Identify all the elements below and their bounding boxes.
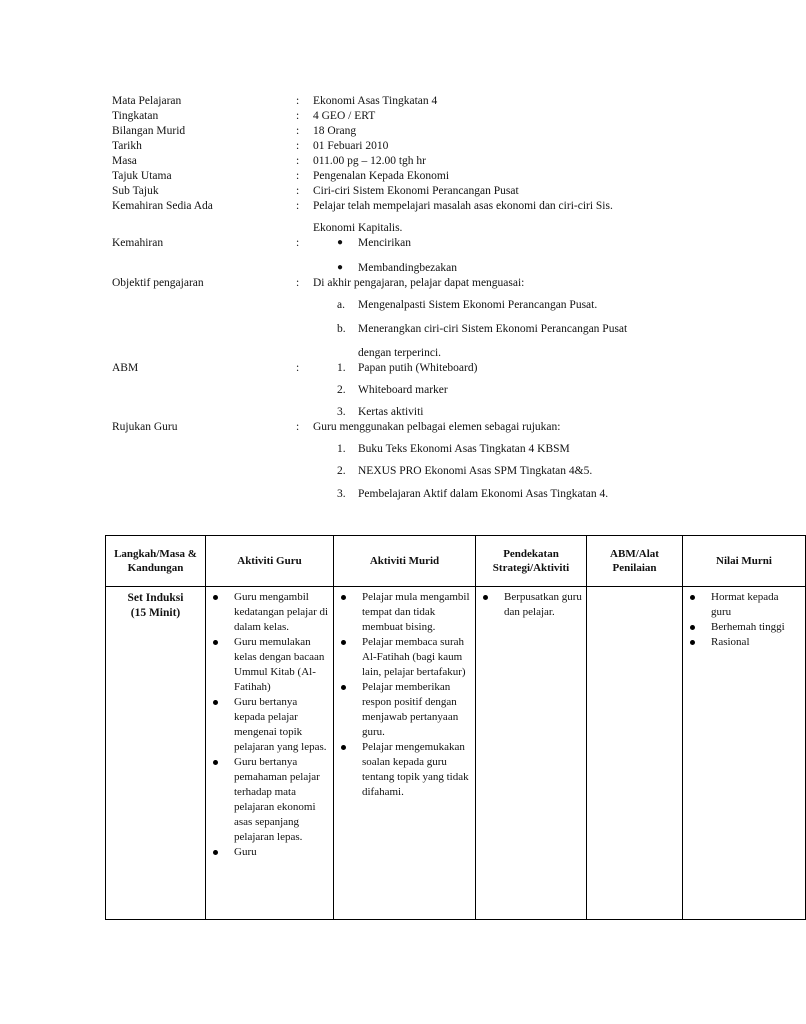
column-header: Aktiviti Murid — [334, 536, 476, 587]
label-kemahiran: Kemahiran — [112, 237, 164, 249]
label-abm: ABM — [112, 362, 139, 374]
value-tingkatan: 4 GEO / ERT — [313, 110, 376, 122]
colon: : — [296, 170, 300, 182]
column-header: Nilai Murni — [683, 536, 806, 587]
colon: : — [296, 200, 300, 212]
colon: : — [296, 125, 300, 137]
list-item: Berpusatkan guru dan pelajar. — [476, 590, 582, 620]
abm-marker: 1. — [337, 362, 346, 374]
list-item: Guru mengambil kedatangan pelajar di dalam kelas. — [206, 590, 329, 635]
list-item: Rasional — [683, 635, 801, 650]
rujukan-item: Buku Teks Ekonomi Asas Tingkatan 4 KBSM — [358, 443, 570, 455]
value-masa: 011.00 pg – 12.00 tgh hr — [313, 155, 426, 167]
aktiviti-guru-cell — [206, 587, 334, 920]
label-kemahiran-sedia-ada: Kemahiran Sedia Ada — [112, 200, 213, 212]
label-rujukan-guru: Rujukan Guru — [112, 421, 178, 433]
stage-name: Set Induksi — [127, 592, 184, 604]
value-tajuk-utama: Pengenalan Kepada Ekonomi — [313, 170, 450, 182]
kemahiran-item: Mencirikan — [358, 237, 412, 249]
column-header: Pendekatan Strategi/Aktiviti — [476, 536, 587, 587]
nilai-murni-cell — [683, 587, 806, 920]
label-objektif: Objektif pengajaran — [112, 277, 204, 289]
abm-marker: 3. — [337, 406, 346, 418]
colon: : — [296, 237, 300, 249]
label-masa: Masa — [112, 155, 137, 167]
aktiviti-murid-cell — [334, 587, 476, 920]
label-sub-tajuk: Sub Tajuk — [112, 185, 159, 197]
bullet-icon: ● — [337, 262, 344, 273]
value-sub-tajuk: Ciri-ciri Sistem Ekonomi Perancangan Pusat — [313, 185, 519, 197]
list-item: Pelajar mengemukakan soalan kepada guru tentang topik yang tidak difahami. — [334, 740, 471, 800]
list-item: Pelajar membaca surah Al-Fatihah (bagi kaum lain, pelajar bertafakur) — [334, 635, 471, 680]
list-item: Guru bertanya kepada pelajar mengenai topik pelajaran yang lepas. — [206, 695, 329, 755]
bullet-icon: ● — [337, 237, 344, 248]
abm-item: Whiteboard marker — [358, 384, 448, 396]
colon: : — [296, 185, 300, 197]
label-tarikh: Tarikh — [112, 140, 142, 152]
colon: : — [296, 421, 300, 433]
list-item: Pelajar mula mengambil tempat dan tidak membuat bising. — [334, 590, 471, 635]
list-item: Berhemah tinggi — [683, 620, 801, 635]
colon: : — [296, 362, 300, 374]
label-tingkatan: Tingkatan — [112, 110, 159, 122]
rujukan-marker: 1. — [337, 443, 346, 455]
pendekatan-cell — [476, 587, 587, 920]
value-tarikh: 01 Febuari 2010 — [313, 140, 389, 152]
aktiviti-guru-list — [206, 587, 333, 860]
kemahiran-item: Membandingbezakan — [358, 262, 457, 274]
abm-alat-penilaian-cell — [587, 587, 683, 920]
objektif-marker: a. — [337, 299, 345, 311]
rujukan-item: NEXUS PRO Ekonomi Asas SPM Tingkatan 4&5. — [358, 465, 593, 477]
list-item: Guru memulakan kelas dengan bacaan Ummul Kitab (Al-Fatihah) — [206, 635, 329, 695]
objektif-intro: Di akhir pengajaran, pelajar dapat menguasai: — [313, 277, 525, 289]
list-item: Pelajar memberikan respon positif dengan menjawab pertanyaan guru. — [334, 680, 471, 740]
value-bilangan-murid: 18 Orang — [313, 125, 357, 137]
list-item: Guru bertanya pemahaman pelajar terhadap mata pelajaran ekonomi asas sepanjang pelajaran lepas. — [206, 755, 329, 845]
rujukan-intro: Guru menggunakan pelbagai elemen sebagai rujukan: — [313, 421, 561, 433]
label-mata-pelajaran: Mata Pelajaran — [112, 95, 182, 107]
aktiviti-murid-list — [334, 587, 475, 800]
rujukan-marker: 2. — [337, 465, 346, 477]
list-item: Hormat kepada guru — [683, 590, 801, 620]
stage-duration: (15 Minit) — [130, 607, 181, 619]
value-mata-pelajaran: Ekonomi Asas Tingkatan 4 — [313, 95, 438, 107]
colon: : — [296, 110, 300, 122]
value-kemahiran-sedia-ada: Pelajar telah mempelajari masalah asas ekonomi dan ciri-ciri Sis. — [313, 200, 613, 212]
colon: : — [296, 140, 300, 152]
nilai-murni-list — [683, 587, 805, 650]
value-kemahiran-sedia-ada-cont: Ekonomi Kapitalis. — [313, 222, 403, 234]
column-header: Langkah/Masa & Kandungan — [106, 536, 206, 587]
list-item: Guru — [206, 845, 329, 860]
objektif-marker: b. — [337, 323, 346, 335]
abm-item: Kertas aktiviti — [358, 406, 424, 418]
colon: : — [296, 277, 300, 289]
abm-item: Papan putih (Whiteboard) — [358, 362, 478, 374]
colon: : — [296, 155, 300, 167]
pendekatan-list — [476, 587, 586, 620]
stage-cell — [106, 587, 206, 920]
objektif-item: Menerangkan ciri-ciri Sistem Ekonomi Perancangan Pusat — [358, 323, 628, 335]
table-header-row — [106, 536, 806, 587]
label-bilangan-murid: Bilangan Murid — [112, 125, 186, 137]
table-row — [106, 587, 806, 920]
abm-marker: 2. — [337, 384, 346, 396]
colon: : — [296, 95, 300, 107]
lesson-plan-table — [105, 535, 806, 920]
rujukan-marker: 3. — [337, 488, 346, 500]
objektif-item: Mengenalpasti Sistem Ekonomi Perancangan Pusat. — [358, 299, 598, 311]
rujukan-item: Pembelajaran Aktif dalam Ekonomi Asas Tingkatan 4. — [358, 488, 609, 500]
column-header: ABM/Alat Penilaian — [587, 536, 683, 587]
objektif-item-cont: dengan terperinci. — [358, 347, 442, 359]
column-header: Aktiviti Guru — [206, 536, 334, 587]
label-tajuk-utama: Tajuk Utama — [112, 170, 172, 182]
